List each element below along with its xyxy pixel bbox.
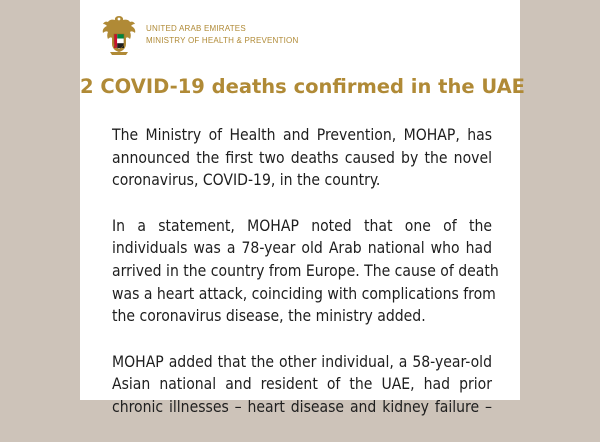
ministry-name: [146, 23, 298, 47]
text-line: the coronavirus disease, the ministry added.: [112, 307, 426, 326]
ministry-header: [100, 12, 298, 58]
org-line-country: UNITED ARAB EMIRATES: [146, 24, 246, 33]
paragraph-3: [112, 351, 492, 419]
paragraph-2: [112, 215, 499, 328]
paragraph-1: [112, 124, 492, 192]
text-line: announced the first two deaths caused by the novel: [112, 148, 492, 167]
text-line: chronic illnesses – heart disease and kidney failure –: [112, 397, 492, 416]
text-line: MOHAP added that the other individual, a 58-year-old: [112, 352, 492, 371]
article-body: [112, 124, 499, 442]
text-line: The Ministry of Health and Prevention, MOHAP, has: [112, 126, 492, 144]
text-line: In a statement, MOHAP noted that one of the: [112, 216, 492, 235]
text-line: Asian national and resident of the UAE, had prior: [112, 375, 492, 394]
text-line: coronavirus, COVID-19, in the country.: [112, 171, 381, 190]
text-line: arrived in the country from Europe. The cause of death: [112, 261, 499, 280]
text-line: individuals was a 78-year old Arab national who had: [112, 239, 492, 258]
press-release-sheet: [80, 0, 525, 416]
org-line-ministry: MINISTRY OF HEALTH & PREVENTION: [146, 36, 299, 45]
article-headline: 2 COVID-19 deaths confirmed in the UAE: [80, 75, 525, 98]
falcon-emblem-icon: [100, 14, 138, 56]
text-line: was a heart attack, coinciding with complications from: [112, 284, 496, 303]
